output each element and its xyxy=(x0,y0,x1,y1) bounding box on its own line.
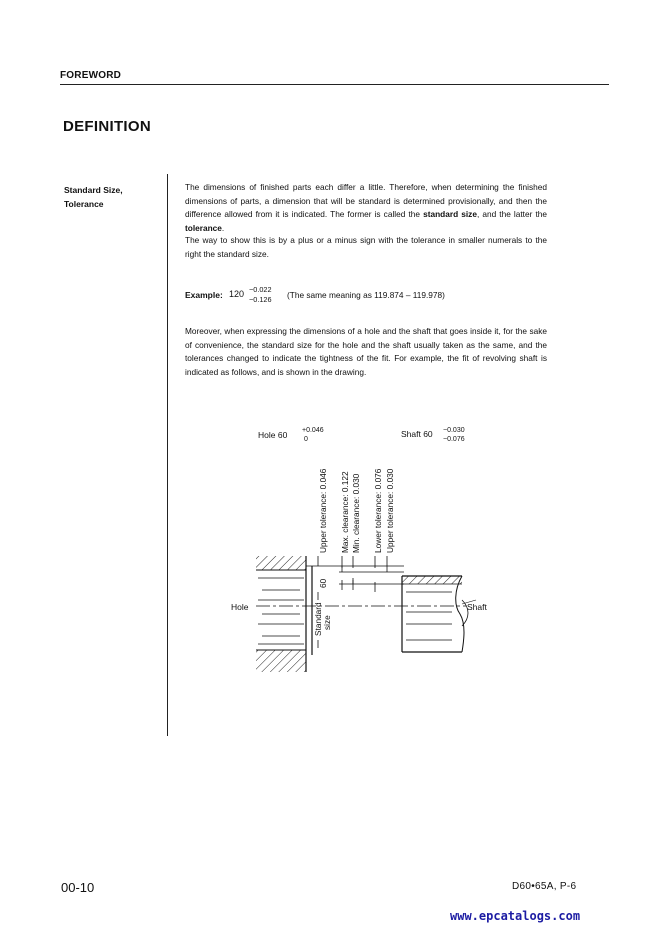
label-max-clearance: Max. clearance: 0.122 xyxy=(340,471,350,553)
label-standard: Standard xyxy=(313,602,323,636)
label-size: size xyxy=(322,615,332,630)
hole-upper-dev: +0.046 xyxy=(302,427,324,434)
para1-text-2: , and the latter the xyxy=(476,209,547,220)
example-label: Example: xyxy=(185,290,223,300)
hole-label: Hole xyxy=(231,602,249,612)
label-upper-tolerance-hole: Upper tolerance: 0.046 xyxy=(318,468,328,553)
shaft-spec: Shaft 60 xyxy=(401,429,433,439)
para1-text-3: . xyxy=(221,223,225,234)
example-size: 120 xyxy=(229,289,245,299)
shaft-upper-dev: −0.030 xyxy=(443,427,465,434)
section-header: FOREWORD xyxy=(60,70,122,81)
label-lower-tolerance-shaft: Lower tolerance: 0.076 xyxy=(373,468,383,553)
hole-body xyxy=(256,556,306,672)
label-upper-tolerance-shaft: Upper tolerance: 0.030 xyxy=(385,468,395,553)
hole-lower-dev: 0 xyxy=(304,436,308,443)
label-sixty: 60 xyxy=(318,578,328,588)
shaft-body xyxy=(402,576,476,652)
page-title: DEFINITION xyxy=(63,118,151,135)
para1-text-1: The dimensions of finished parts each differ a little. Therefore, when determining the finished dimensions of parts, a dimension that will be standard is determined provisionally, and then the difference allowed from it is indicated. The former is called the xyxy=(185,182,547,220)
paragraph-notation: The way to show this is by a plus or a minus sign with the tolerance in smaller numerals to the right the standard size. xyxy=(185,235,547,259)
label-min-clearance: Min. clearance: 0.030 xyxy=(351,473,361,553)
example-upper-tolerance: −0.022 xyxy=(249,285,272,294)
paragraph-fit: Moreover, when expressing the dimensions of a hole and the shaft that goes inside it, for the sake of convenience, the standard size for the hole and the shaft usually taken as the same, and the tolerances changed to indicate the tightness of the fit. For example, the fit of revolving shaft is indicated as follows, and is shown in the drawing. xyxy=(185,326,547,378)
hole-spec: Hole 60 xyxy=(258,430,288,440)
dimension-ticks xyxy=(318,556,404,648)
watermark-link[interactable]: www.epcatalogs.com xyxy=(450,909,581,923)
side-heading-line-1: Standard Size, xyxy=(64,185,123,195)
model-code: D60•65A, P-6 xyxy=(512,881,577,892)
shaft-label: Shaft xyxy=(467,602,487,612)
shaft-lower-dev: −0.076 xyxy=(443,436,465,443)
page-number: 00-10 xyxy=(61,880,95,895)
term-tolerance: tolerance xyxy=(185,223,222,234)
side-heading-line-2: Tolerance xyxy=(64,199,104,209)
example-note: (The same meaning as 119.874 – 119.978) xyxy=(287,290,445,300)
example-lower-tolerance: −0.126 xyxy=(249,295,272,304)
term-standard-size: standard size xyxy=(423,209,477,220)
